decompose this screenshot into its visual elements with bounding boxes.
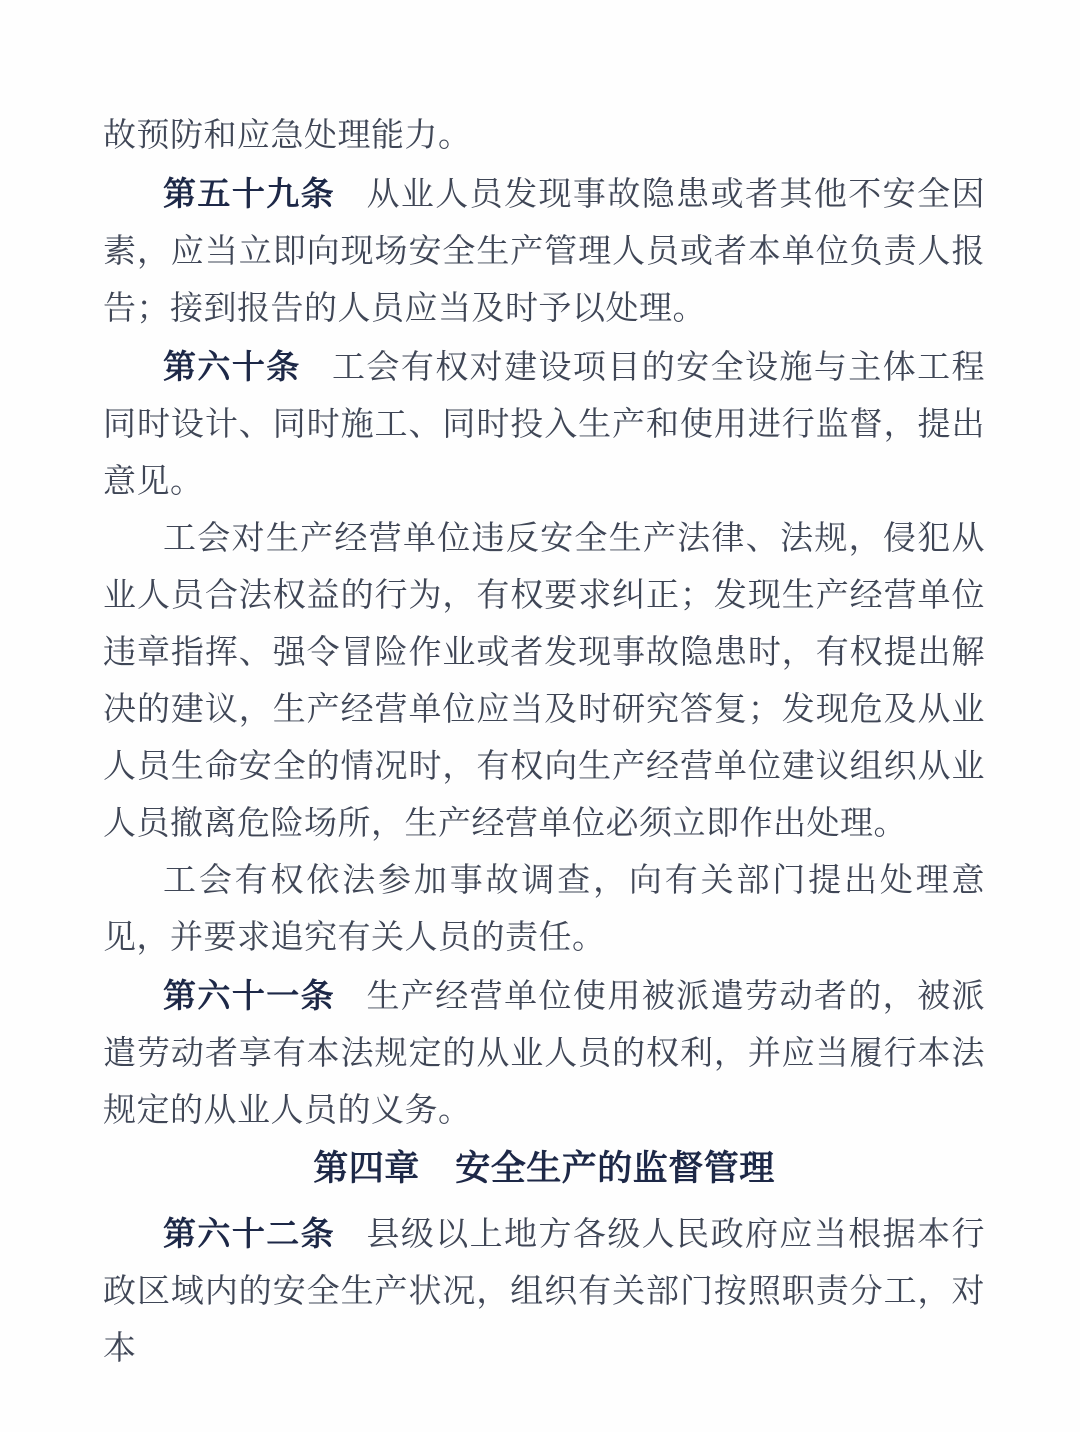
- document-content: [103, 108, 985, 1378]
- union-rights-paragraph: 工会对生产经营单位违反安全生产法律、法规，侵犯从业人员合法权益的行为，有权要求纠正；发现生产经营单位违章指挥、强令冒险作业或者发现事故隐患时，有权提出解决的建议，生产经营单位应当及时研究答复；发现危及从业人员生命安全的情况时，有权向生产经营单位建议组织从业人员撤离危险场所，生产经营单位必须立即作出处理。: [103, 521, 985, 842]
- article-60-number: 第六十条: [163, 348, 301, 385]
- article-59-paragraph: [103, 165, 985, 338]
- article-60-text: 工会有权对建设项目的安全设施与主体工程同时设计、同时施工、同时投入生产和使用进行监督，提出意见。: [103, 350, 986, 500]
- article-61-text: 生产经营单位使用被派遣劳动者的，被派遣劳动者享有本法规定的从业人员的权利，并应当履行本法规定的从业人员的义务。: [103, 979, 986, 1129]
- article-61-number: 第六十一条: [163, 977, 336, 1014]
- article-60-paragraph: [103, 338, 985, 511]
- article-61-paragraph: [103, 967, 985, 1140]
- article-62-number: 第六十二条: [163, 1215, 336, 1252]
- article-59-text: 从业人员发现事故隐患或者其他不安全因素，应当立即向现场安全生产管理人员或者本单位负责人报告；接到报告的人员应当及时予以处理。: [103, 177, 986, 327]
- article-62-paragraph: [103, 1205, 985, 1378]
- article-59-number: 第五十九条: [163, 175, 336, 212]
- paragraph-continuation: 故预防和应急处理能力。: [103, 118, 472, 154]
- chapter-4-heading: 第四章 安全生产的监督管理: [313, 1149, 775, 1188]
- union-investigation-paragraph: 工会有权依法参加事故调查，向有关部门提出处理意见，并要求追究有关人员的责任。: [103, 863, 985, 956]
- article-62-text: 县级以上地方各级人民政府应当根据本行政区域内的安全生产状况，组织有关部门按照职责分工，对本: [103, 1217, 986, 1367]
